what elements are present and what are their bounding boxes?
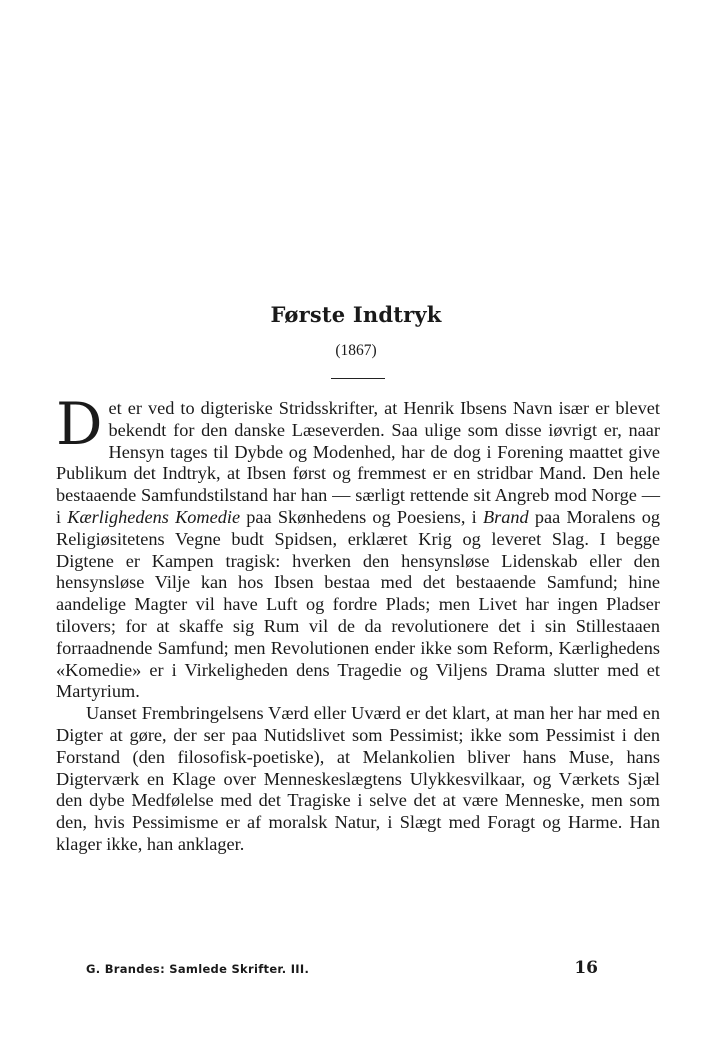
drop-cap: D	[56, 390, 103, 458]
page-number: 16	[574, 958, 598, 978]
paragraph-1-text-b: paa Skønhedens og Poesiens, i	[240, 506, 483, 527]
paragraph-1-text-a: et er ved to digteriske Stridsskrifter, at Henrik Ibsens Navn især er blevet bekendt for den danske Læseverden. Saa ulige som disse iøvrigt er, naar Hensyn tages til Dybde og Modenhed, har de dog i Forening maattet give Publikum det Indtryk, at Ibsen først og fremmest er en stridbar Mand. Den hele bestaaende Samfundstilstand har han — særligt rettende sit Angreb mod Norge — i	[56, 398, 660, 527]
title-divider	[331, 378, 385, 379]
paragraph-1	[56, 390, 660, 703]
chapter-title: Første Indtryk	[270, 302, 442, 327]
italic-title-kaerlighedens-komedie: Kærlighedens Komedie	[67, 506, 241, 527]
body-text	[56, 390, 660, 856]
paragraph-1-text-c: paa Moralens og Religiøsitetens Vegne budt Spidsen, erklæret Krig og leveret Slag. I begge Digtene er Kampen tragisk: hverken den hensynsløse Lidenskab eller den hensynsløse Vilje kan hos Ibsen bestaa med det bestaaende Samfund; hine aandelige Magter vil have Luft og fordre Plads; men Livet har ingen Pladser tilovers; for at skaffe sig Rum vil de da revolutionere det i sin Stillestaaen forraadnende Samfund; men Revolutionen ender ikke som Reform, Kærlighedens «Komedie» er i Virkeligheden dens Tragedie og Viljens Drama slutter med et Martyrium.	[56, 506, 660, 702]
chapter-year: (1867)	[335, 342, 377, 359]
italic-title-brand: Brand	[482, 506, 529, 527]
paragraph-2: Uanset Frembringelsens Værd eller Uværd er det klart, at man her har med en Digter at gøre, der ser paa Nutidslivet som Pessimist; ikke som Pessimist i den Forstand (den filosofisk-poetiske), at Melankolien bliver hans Muse, hans Digterværk en Klage over Menneskeslægtens Ulykkesvilkaar, og Værkets Sjæl den dybe Medfølelse med det Tragiske i selve det at være Menneske, men som den, hvis Pessimisme er af moralsk Natur, i Slægt med Foragt og Harme. Han klager ikke, han anklager.	[56, 703, 660, 854]
footer-signature: G. Brandes: Samlede Skrifter. III.	[86, 962, 310, 976]
